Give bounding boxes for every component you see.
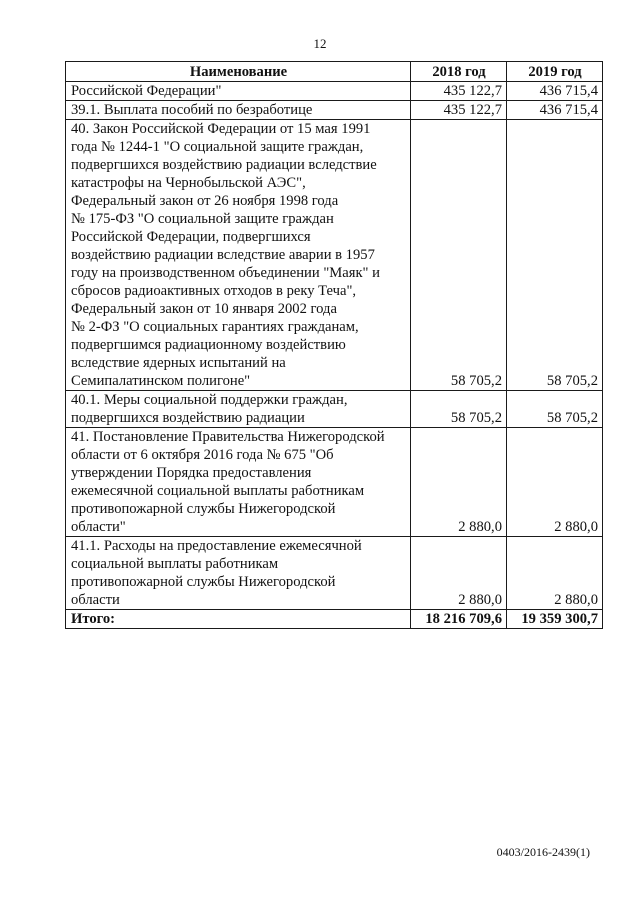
row-value-2019: 436 715,4	[507, 82, 603, 101]
row-name: 40. Закон Российской Федерации от 15 мая 1991 года № 1244-1 "О социальной защите граждан, подвергшихся воздействию радиации вследствие катастрофы на Чернобыльской АЭС", Федеральный закон от 26 ноября 1998 года № 175-ФЗ "О социальной защите граждан Российской Федерации, подвергшихся воздействию радиации вследствие аварии в 1957 году на производственном объединении "Маяк" и сбросов радиоактивных отходов в реку Теча", Федеральный закон от 10 января 2002 года № 2-ФЗ "О социальных гарантиях гражданам, подвергшимся радиационному воздействию вследствие ядерных испытаний на Семипалатинском полигоне"	[66, 120, 411, 391]
header-2018: 2018 год	[411, 62, 507, 82]
row-name: 39.1. Выплата пособий по безработице	[66, 101, 411, 120]
total-row	[66, 610, 603, 629]
total-label: Итого:	[66, 610, 411, 629]
table-row	[66, 82, 603, 101]
row-value-2018: 435 122,7	[411, 82, 507, 101]
header-2019: 2019 год	[507, 62, 603, 82]
row-value-2018: 2 880,0	[411, 428, 507, 537]
row-value-2018: 58 705,2	[411, 120, 507, 391]
table-header-row	[66, 62, 603, 82]
table-row	[66, 120, 603, 391]
header-name: Наименование	[66, 62, 411, 82]
budget-table	[65, 61, 603, 629]
table-row	[66, 428, 603, 537]
document-code: 0403/2016-2439(1)	[496, 845, 590, 859]
total-value-2018: 18 216 709,6	[411, 610, 507, 629]
table-row	[66, 391, 603, 428]
row-name: Российской Федерации"	[66, 82, 411, 101]
row-value-2019: 58 705,2	[507, 120, 603, 391]
page-number: 12	[313, 36, 327, 51]
table-row	[66, 537, 603, 610]
row-value-2019: 58 705,2	[507, 391, 603, 428]
row-value-2018: 2 880,0	[411, 537, 507, 610]
row-name: 41.1. Расходы на предоставление ежемесячной социальной выплаты работникам противопожарной службы Нижегородской области	[66, 537, 411, 610]
row-value-2019: 436 715,4	[507, 101, 603, 120]
table-row	[66, 101, 603, 120]
total-value-2019: 19 359 300,7	[507, 610, 603, 629]
row-value-2018: 435 122,7	[411, 101, 507, 120]
row-value-2019: 2 880,0	[507, 537, 603, 610]
row-value-2019: 2 880,0	[507, 428, 603, 537]
row-name: 40.1. Меры социальной поддержки граждан, подвергшихся воздействию радиации	[66, 391, 411, 428]
row-value-2018: 58 705,2	[411, 391, 507, 428]
row-name: 41. Постановление Правительства Нижегородской области от 6 октября 2016 года № 675 "Об утверждении Порядка предоставления ежемесячной социальной выплаты работникам противопожарной службы Нижегородской области"	[66, 428, 411, 537]
